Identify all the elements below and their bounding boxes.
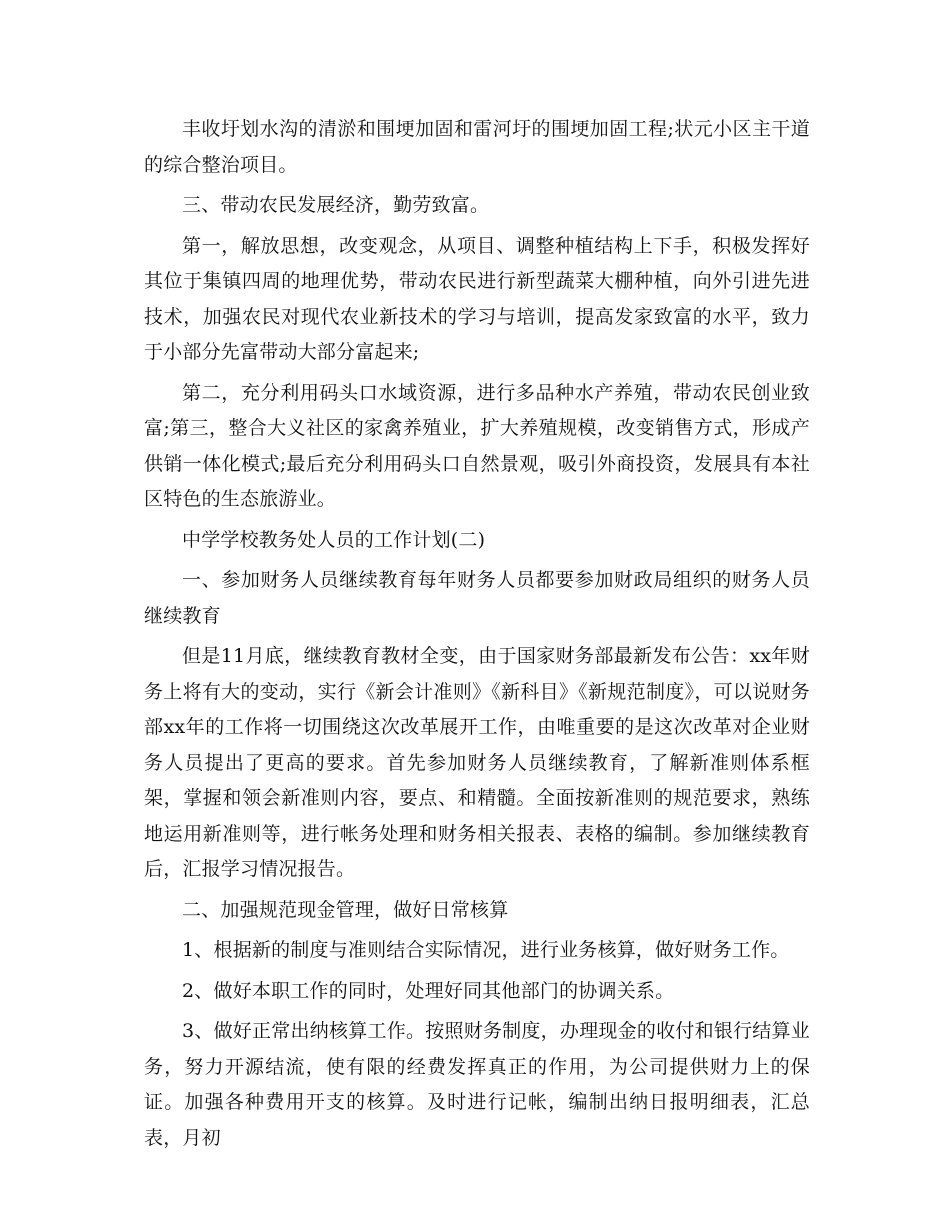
paragraph-4: 第二，充分利用码头口水域资源，进行多品种水产养殖，带动农民创业致富;第三，整合大义社区的家禽养殖业，扩大养殖规模，改变销售方式，形成产供销一体化模式;最后充分利用码头口自然景观，吸引外商投资，发展具有本社区特色的生态旅游业。 [144, 381, 810, 510]
paragraph-1: 丰收圩划水沟的清淤和围埂加固和雷河圩的围埂加固工程;状元小区主干道的综合整治项目。 [144, 118, 810, 176]
paragraph-6: 一、参加财务人员继续教育每年财务人员都要参加财政局组织的财务人员继续教育 [144, 569, 810, 627]
paragraph-11: 3、做好正常出纳核算工作。按照财务制度，办理现金的收付和银行结算业务，努力开源结流，使有限的经费发挥真正的作用，为公司提供财力上的保证。加强各种费用开支的核算。及时进行记帐，编制出纳日报明细表，汇总表，月初 [144, 1020, 810, 1149]
paragraph-5: 中学学校教务处人员的工作计划(二) [182, 528, 486, 551]
paragraph-3: 第一，解放思想，改变观念，从项目、调整种植结构上下手，积极发挥好其位于集镇四周的地理优势，带动农民进行新型蔬菜大棚种植，向外引进先进技术，加强农民对现代农业新技术的学习与培训，提高发家致富的水平，致力于小部分先富带动大部分富起来; [144, 234, 810, 363]
paragraph-9: 1、根据新的制度与准则结合实际情况，进行业务核算，做好财务工作。 [182, 939, 790, 961]
paragraph-7: 但是11月底，继续教育教材全变，由于国家财务部最新发布公告：xx年财务上将有大的变动，实行《新会计准则》《新科目》《新规范制度》，可以说财务部xx年的工作将一切围绕这次改革展开工作，由唯重要的是这次改革对企业财务人员提出了更高的要求。首先参加财务人员继续教育，了解新准则体系框架，掌握和领会新准则内容，要点、和精髓。全面按新准则的规范要求，熟练地运用新准则等，进行帐务处理和财务相关报表、表格的编制。参加继续教育后，汇报学习情况报告。 [144, 645, 810, 880]
paragraph-8: 二、加强规范现金管理，做好日常核算 [182, 898, 509, 921]
paragraph-10: 2、做好本职工作的同时，处理好同其他部门的协调关系。 [182, 979, 675, 1002]
document-page [144, 112, 810, 1156]
paragraph-2: 三、带动农民发展经济，勤劳致富。 [182, 194, 490, 216]
